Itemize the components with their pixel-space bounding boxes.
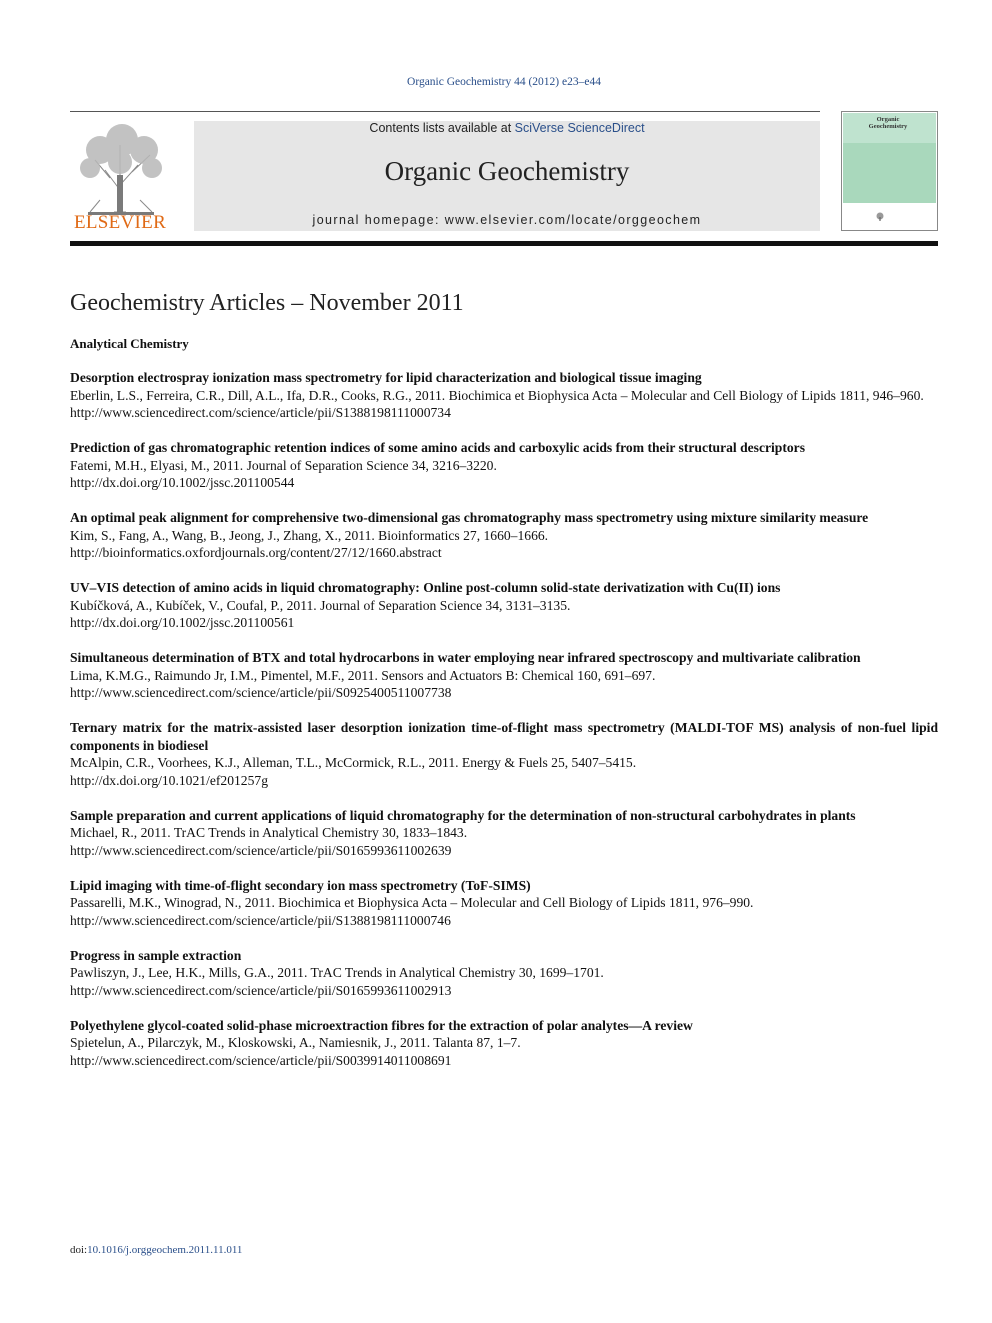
article-url[interactable]: http://dx.doi.org/10.1002/jssc.201100544 xyxy=(70,475,295,490)
article-citation: Lima, K.M.G., Raimundo Jr, I.M., Pimentel, M.F., 2011. Sensors and Actuators B: Chemical 160, 691–697. xyxy=(70,667,656,683)
article-entry xyxy=(70,719,938,789)
footer-doi xyxy=(70,1244,242,1256)
article-entry xyxy=(70,579,938,632)
article-citation: Passarelli, M.K., Winograd, N., 2011. Biochimica et Biophysica Acta – Molecular and Cell Biology of Lipids 1811, 976–990. xyxy=(70,895,754,910)
article-url[interactable]: http://www.sciencedirect.com/science/article/pii/S0165993611002639 xyxy=(70,842,452,858)
article-list xyxy=(70,369,938,1087)
article-entry xyxy=(70,509,938,562)
article-title: Lipid imaging with time-of-flight secondary ion mass spectrometry (ToF-SIMS) xyxy=(70,877,531,893)
journal-masthead xyxy=(194,121,820,231)
doi-prefix: doi: xyxy=(70,1244,88,1256)
article-title: Ternary matrix for the matrix-assisted laser desorption ionization time-of-flight mass spectrometry (MALDI-TOF MS) analysis of non-fuel lipid components in biodiesel xyxy=(70,720,938,753)
article-entry xyxy=(70,439,938,492)
section-heading: Analytical Chemistry xyxy=(70,336,189,351)
journal-name: Organic Geochemistry xyxy=(384,156,630,186)
article-citation: Eberlin, L.S., Ferreira, C.R., Dill, A.L., Ifa, D.R., Cooks, R.G., 2011. Biochimica et Biophysica Acta – Molecular and Cell Biology of Lipids 1811, 946–960. xyxy=(70,387,924,403)
elsevier-wordmark: ELSEVIER xyxy=(73,212,167,233)
article-url[interactable]: http://bioinformatics.oxfordjournals.org/content/27/12/1660.abstract xyxy=(70,545,442,560)
cover-body xyxy=(843,143,936,203)
cover-elsevier-icon xyxy=(875,212,885,222)
page-title: Geochemistry Articles – November 2011 xyxy=(70,290,464,316)
contents-available-line xyxy=(194,121,820,135)
article-title: Sample preparation and current applications of liquid chromatography for the determination of non-structural carbohydrates in plants xyxy=(70,807,856,823)
contents-prefix: Contents lists available at xyxy=(369,121,515,135)
article-citation: Pawliszyn, J., Lee, H.K., Mills, G.A., 2011. TrAC Trends in Analytical Chemistry 30, 1699–1701. xyxy=(70,965,604,980)
article-title: UV–VIS detection of amino acids in liquid chromatography: Online post-column solid-state derivatization with Cu(II) ions xyxy=(70,580,781,595)
article-citation: Kim, S., Fang, A., Wang, B., Jeong, J., Zhang, X., 2011. Bioinformatics 27, 1660–1666. xyxy=(70,527,549,543)
journal-cover-thumbnail xyxy=(841,111,938,231)
masthead-thick-rule xyxy=(70,241,938,246)
article-entry xyxy=(70,1017,938,1070)
article-entry xyxy=(70,947,938,1000)
article-entry xyxy=(70,649,938,702)
article-title: Prediction of gas chromatographic retention indices of some amino acids and carboxylic acids from their structural descriptors xyxy=(70,440,806,455)
article-citation: McAlpin, C.R., Voorhees, K.J., Alleman, T.L., McCormick, R.L., 2011. Energy & Fuels 25, 5407–5415. xyxy=(70,755,637,770)
article-title: Polyethylene glycol-coated solid-phase microextraction fibres for the extraction of polar analytes—A review xyxy=(70,1017,693,1033)
article-entry xyxy=(70,877,938,930)
article-url[interactable]: http://dx.doi.org/10.1021/ef201257g xyxy=(70,772,268,788)
journal-citation[interactable]: Organic Geochemistry 44 (2012) e23–e44 xyxy=(407,76,601,88)
article-citation: Kubíčková, A., Kubíček, V., Coufal, P., 2011. Journal of Separation Science 34, 3131–3135. xyxy=(70,597,571,613)
article-url[interactable]: http://www.sciencedirect.com/science/article/pii/S1388198111000746 xyxy=(70,912,451,928)
article-citation: Fatemi, M.H., Elyasi, M., 2011. Journal of Separation Science 34, 3216–3220. xyxy=(70,457,497,473)
article-citation: Michael, R., 2011. TrAC Trends in Analytical Chemistry 30, 1833–1843. xyxy=(70,825,468,840)
article-entry xyxy=(70,369,938,422)
journal-homepage[interactable]: journal homepage: www.elsevier.com/locate/orggeochem xyxy=(312,213,702,227)
article-url[interactable]: http://www.sciencedirect.com/science/article/pii/S0165993611002913 xyxy=(70,982,452,998)
article-title: Simultaneous determination of BTX and total hydrocarbons in water employing near infrared spectroscopy and multivariate calibration xyxy=(70,650,861,665)
sciencedirect-link[interactable]: SciVerse ScienceDirect xyxy=(514,121,645,135)
article-url[interactable]: http://www.sciencedirect.com/science/article/pii/S1388198111000734 xyxy=(70,405,451,420)
article-title: An optimal peak alignment for comprehensive two-dimensional gas chromatography mass spectrometry using mixture similarity measure xyxy=(70,510,869,525)
article-title: Progress in sample extraction xyxy=(70,947,242,963)
article-url[interactable]: http://www.sciencedirect.com/science/article/pii/S0039914011008691 xyxy=(70,1052,452,1068)
article-citation: Spietelun, A., Pilarczyk, M., Kloskowski, A., Namiesnik, J., 2011. Talanta 87, 1–7. xyxy=(70,1035,521,1050)
article-url[interactable]: http://www.sciencedirect.com/science/article/pii/S0925400511007738 xyxy=(70,685,452,700)
header-divider xyxy=(70,111,820,112)
article-url[interactable]: http://dx.doi.org/10.1002/jssc.201100561 xyxy=(70,615,295,630)
article-title: Desorption electrospray ionization mass spectrometry for lipid characterization and biological tissue imaging xyxy=(70,370,702,385)
article-entry xyxy=(70,807,938,860)
cover-title: Organic Geochemistry xyxy=(868,116,908,130)
doi-link[interactable]: 10.1016/j.orggeochem.2011.11.011 xyxy=(87,1244,243,1256)
